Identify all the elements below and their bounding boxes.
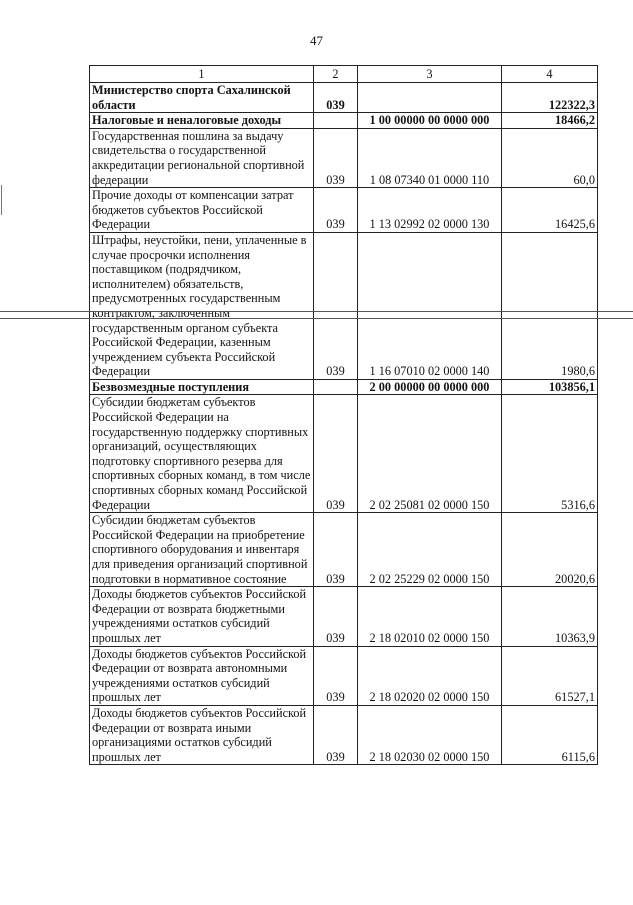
column-header-3: 3 — [358, 66, 502, 83]
row-name-cell: Министерство спорта Сахалинской области — [90, 83, 314, 113]
row-kbk-cell: 2 18 02030 02 0000 150 — [358, 705, 502, 764]
row-sum-cell: 16425,6 — [502, 188, 598, 233]
row-kbk-cell: 2 02 25229 02 0000 150 — [358, 513, 502, 587]
row-name-cell: Субсидии бюджетам субъектов Российской Федерации на государственную поддержку спортивных организаций, осуществляющих подготовку спортивного резерва для спортивных сборных команд, в том числе спортивных сборных команд Российской Федерации — [90, 395, 314, 513]
table-row — [90, 232, 598, 379]
row-sum-cell: 5316,6 — [502, 395, 598, 513]
row-sum-cell: 1980,6 — [502, 232, 598, 379]
row-name-cell: Субсидии бюджетам субъектов Российской Федерации на приобретение спортивного оборудования и инвентаря для приведения организаций спортивной подготовки в нормативное состояние — [90, 513, 314, 587]
table-row — [90, 513, 598, 587]
table-row — [90, 379, 598, 395]
row-kbk-cell: 1 08 07340 01 0000 110 — [358, 128, 502, 187]
row-sum-cell: 6115,6 — [502, 705, 598, 764]
row-code-cell: 039 — [314, 705, 358, 764]
table-row — [90, 646, 598, 705]
row-code-cell: 039 — [314, 188, 358, 233]
row-sum-cell: 10363,9 — [502, 587, 598, 646]
row-name-cell: Безвозмездные поступления — [90, 379, 314, 395]
table-row — [90, 128, 598, 187]
row-kbk-cell: 1 13 02992 02 0000 130 — [358, 188, 502, 233]
row-kbk-cell: 2 02 25081 02 0000 150 — [358, 395, 502, 513]
table-row — [90, 395, 598, 513]
row-sum-cell: 61527,1 — [502, 646, 598, 705]
page-number: 47 — [310, 33, 323, 48]
row-sum-cell: 122322,3 — [502, 83, 598, 113]
row-code-cell: 039 — [314, 232, 358, 379]
table-row — [90, 83, 598, 113]
table-row — [90, 705, 598, 764]
row-kbk-cell: 2 18 02020 02 0000 150 — [358, 646, 502, 705]
column-header-4: 4 — [502, 66, 598, 83]
row-sum-cell: 60,0 — [502, 128, 598, 187]
row-name-cell: Прочие доходы от компенсации затрат бюджетов субъектов Российской Федерации — [90, 188, 314, 233]
scan-edge-mark — [1, 185, 2, 215]
row-code-cell — [314, 379, 358, 395]
row-code-cell: 039 — [314, 513, 358, 587]
row-kbk-cell: 1 00 00000 00 0000 000 — [358, 113, 502, 129]
header-row — [90, 66, 598, 83]
table-row — [90, 113, 598, 129]
row-kbk-cell: 2 00 00000 00 0000 000 — [358, 379, 502, 395]
row-name-cell: Государственная пошлина за выдачу свидетельства о государственной аккредитации региональной спортивной федерации — [90, 128, 314, 187]
row-sum-cell: 103856,1 — [502, 379, 598, 395]
scan-line — [0, 311, 633, 312]
row-sum-cell: 18466,2 — [502, 113, 598, 129]
row-kbk-cell: 1 16 07010 02 0000 140 — [358, 232, 502, 379]
row-name-cell: Доходы бюджетов субъектов Российской Федерации от возврата бюджетными учреждениями остатков субсидий прошлых лет — [90, 587, 314, 646]
table-row — [90, 188, 598, 233]
row-code-cell — [314, 113, 358, 129]
row-name-cell: Доходы бюджетов субъектов Российской Федерации от возврата автономными учреждениями остатков субсидий прошлых лет — [90, 646, 314, 705]
row-sum-cell: 20020,6 — [502, 513, 598, 587]
column-header-1: 1 — [90, 66, 314, 83]
revenue-table — [89, 65, 598, 765]
row-name-cell: Штрафы, неустойки, пени, уплаченные в случае просрочки исполнения поставщиком (подрядчиком, исполнителем) обязательств, предусмотренных государственным контрактом, заключенным государственным органом субъекта Российской Федерации, казенным учреждением субъекта Российской Федерации — [90, 232, 314, 379]
row-code-cell: 039 — [314, 128, 358, 187]
row-code-cell: 039 — [314, 395, 358, 513]
row-kbk-cell — [358, 83, 502, 113]
scan-line — [0, 318, 633, 319]
row-code-cell: 039 — [314, 83, 358, 113]
row-code-cell: 039 — [314, 587, 358, 646]
row-name-cell: Налоговые и неналоговые доходы — [90, 113, 314, 129]
row-name-cell: Доходы бюджетов субъектов Российской Федерации от возврата иными организациями остатков субсидий прошлых лет — [90, 705, 314, 764]
row-code-cell: 039 — [314, 646, 358, 705]
column-header-2: 2 — [314, 66, 358, 83]
table-row — [90, 587, 598, 646]
row-kbk-cell: 2 18 02010 02 0000 150 — [358, 587, 502, 646]
